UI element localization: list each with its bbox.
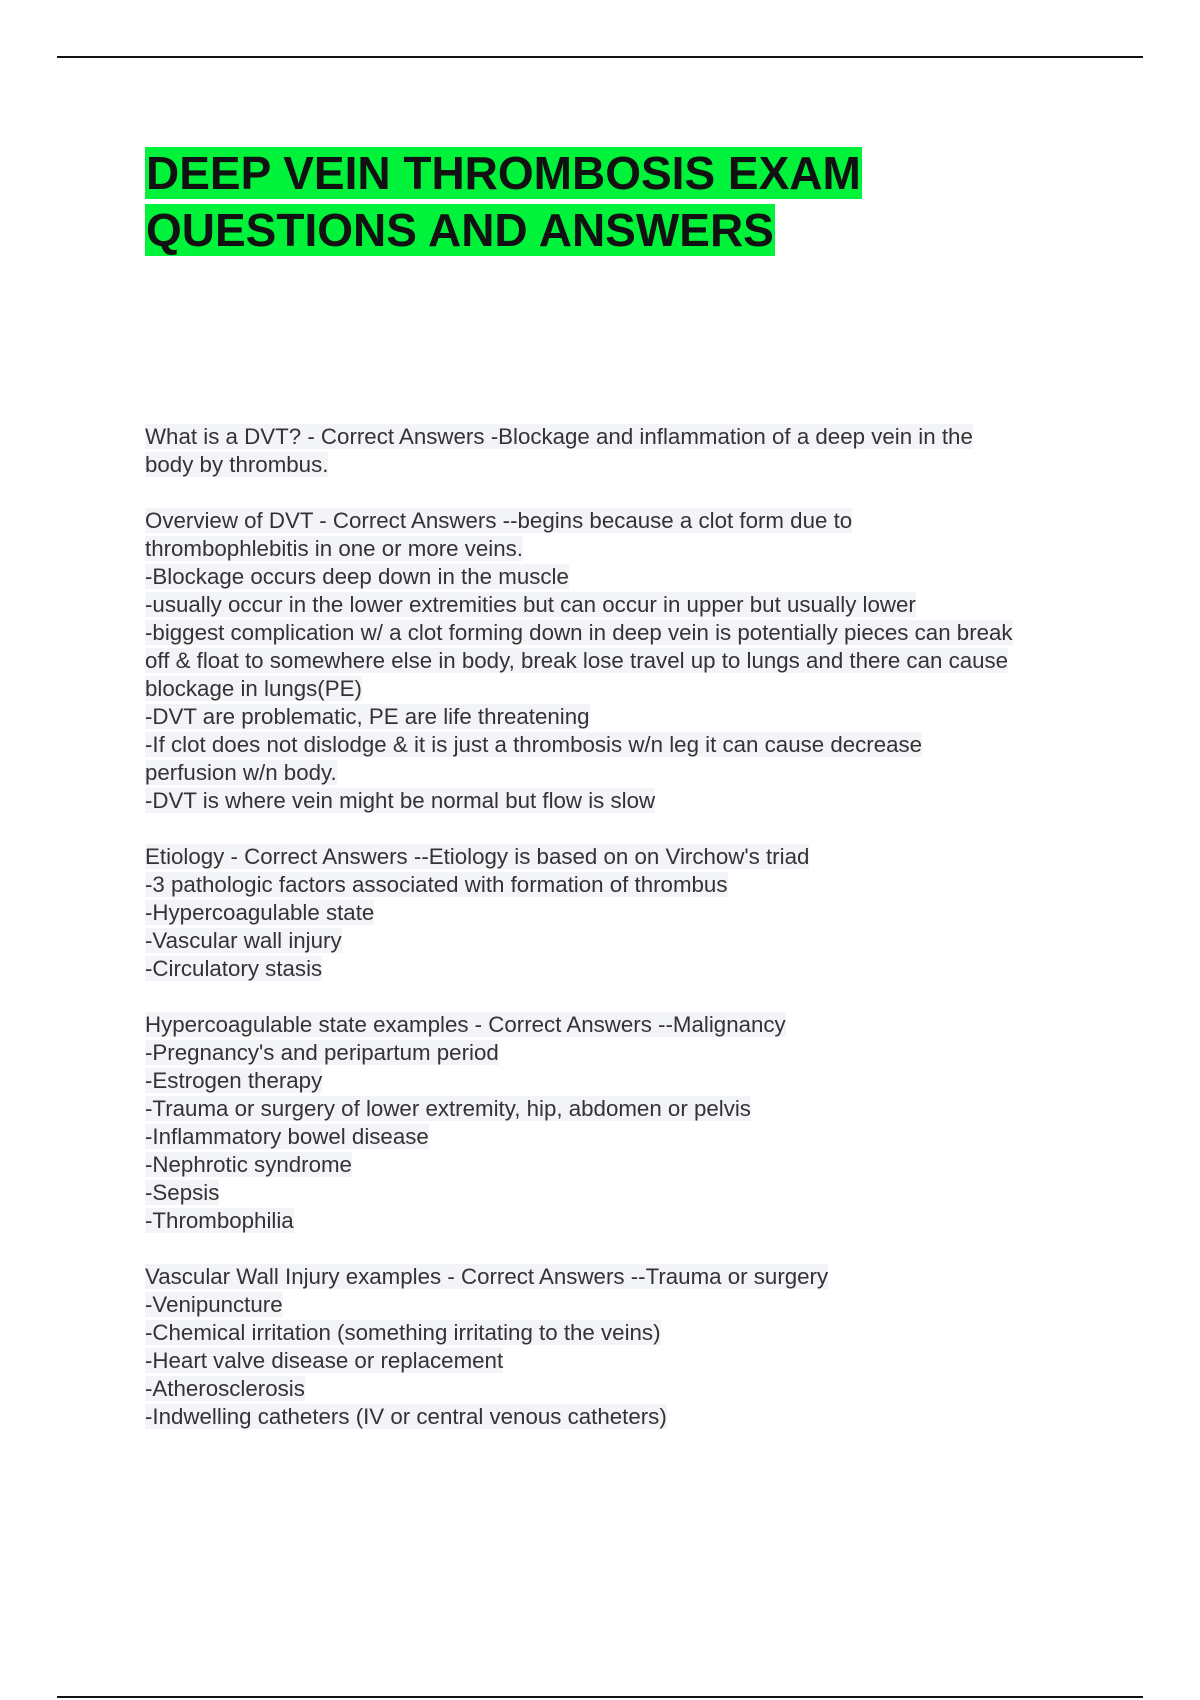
qa-line: Hypercoagulable state examples - Correct Answers --Malignancy bbox=[145, 1012, 786, 1037]
title-line-1: DEEP VEIN THROMBOSIS EXAM bbox=[146, 147, 861, 199]
qa-line: thrombophlebitis in one or more veins. bbox=[145, 536, 524, 561]
qa-line: -Atherosclerosis bbox=[145, 1376, 305, 1401]
qa-line: -Estrogen therapy bbox=[145, 1068, 323, 1093]
qa-line: -DVT is where vein might be normal but flow is slow bbox=[145, 788, 656, 813]
qa-item-etiology bbox=[145, 843, 1095, 983]
qa-line: perfusion w/n body. bbox=[145, 760, 337, 785]
qa-line: off & float to somewhere else in body, break lose travel up to lungs and there can cause bbox=[145, 648, 1009, 673]
qa-line: -Heart valve disease or replacement bbox=[145, 1348, 504, 1373]
qa-line: What is a DVT? - Correct Answers -Blockage and inflammation of a deep vein in the bbox=[145, 424, 973, 449]
qa-line: Etiology - Correct Answers --Etiology is based on on Virchow's triad bbox=[145, 844, 810, 869]
qa-line: -usually occur in the lower extremities but can occur in upper but usually lower bbox=[145, 592, 916, 617]
qa-line: -Nephrotic syndrome bbox=[145, 1152, 352, 1177]
qa-line: -Inflammatory bowel disease bbox=[145, 1124, 429, 1149]
qa-line: -Pregnancy's and peripartum period bbox=[145, 1040, 499, 1065]
qa-line: -Vascular wall injury bbox=[145, 928, 342, 953]
qa-line: -Chemical irritation (something irritating to the veins) bbox=[145, 1320, 661, 1345]
qa-content bbox=[145, 423, 1095, 1459]
qa-line: -DVT are problematic, PE are life threatening bbox=[145, 704, 590, 729]
qa-item-hypercoagulable-state-examples bbox=[145, 1011, 1095, 1235]
qa-line: -Indwelling catheters (IV or central venous catheters) bbox=[145, 1404, 667, 1429]
qa-line: -Circulatory stasis bbox=[145, 956, 323, 981]
qa-line: -Blockage occurs deep down in the muscle bbox=[145, 564, 569, 589]
qa-line: -Venipuncture bbox=[145, 1292, 283, 1317]
title-line-2: QUESTIONS AND ANSWERS bbox=[146, 204, 774, 256]
qa-line: blockage in lungs(PE) bbox=[145, 676, 362, 701]
qa-line: body by thrombus. bbox=[145, 452, 329, 477]
qa-line: -Hypercoagulable state bbox=[145, 900, 375, 925]
qa-line: -3 pathologic factors associated with formation of thrombus bbox=[145, 872, 728, 897]
top-rule bbox=[57, 56, 1143, 58]
qa-line: Vascular Wall Injury examples - Correct Answers --Trauma or surgery bbox=[145, 1264, 829, 1289]
qa-line: -Sepsis bbox=[145, 1180, 220, 1205]
qa-line: -Trauma or surgery of lower extremity, hip, abdomen or pelvis bbox=[145, 1096, 751, 1121]
bottom-rule bbox=[57, 1696, 1143, 1698]
document-title bbox=[145, 145, 1065, 259]
qa-line: Overview of DVT - Correct Answers --begins because a clot form due to bbox=[145, 508, 853, 533]
qa-line: -biggest complication w/ a clot forming down in deep vein is potentially pieces can break bbox=[145, 620, 1013, 645]
qa-item-what-is-dvt bbox=[145, 423, 1095, 479]
qa-line: -If clot does not dislodge & it is just a thrombosis w/n leg it can cause decrease bbox=[145, 732, 923, 757]
qa-item-overview-of-dvt bbox=[145, 507, 1095, 815]
qa-item-vascular-wall-injury-examples bbox=[145, 1263, 1095, 1431]
qa-line: -Thrombophilia bbox=[145, 1208, 294, 1233]
